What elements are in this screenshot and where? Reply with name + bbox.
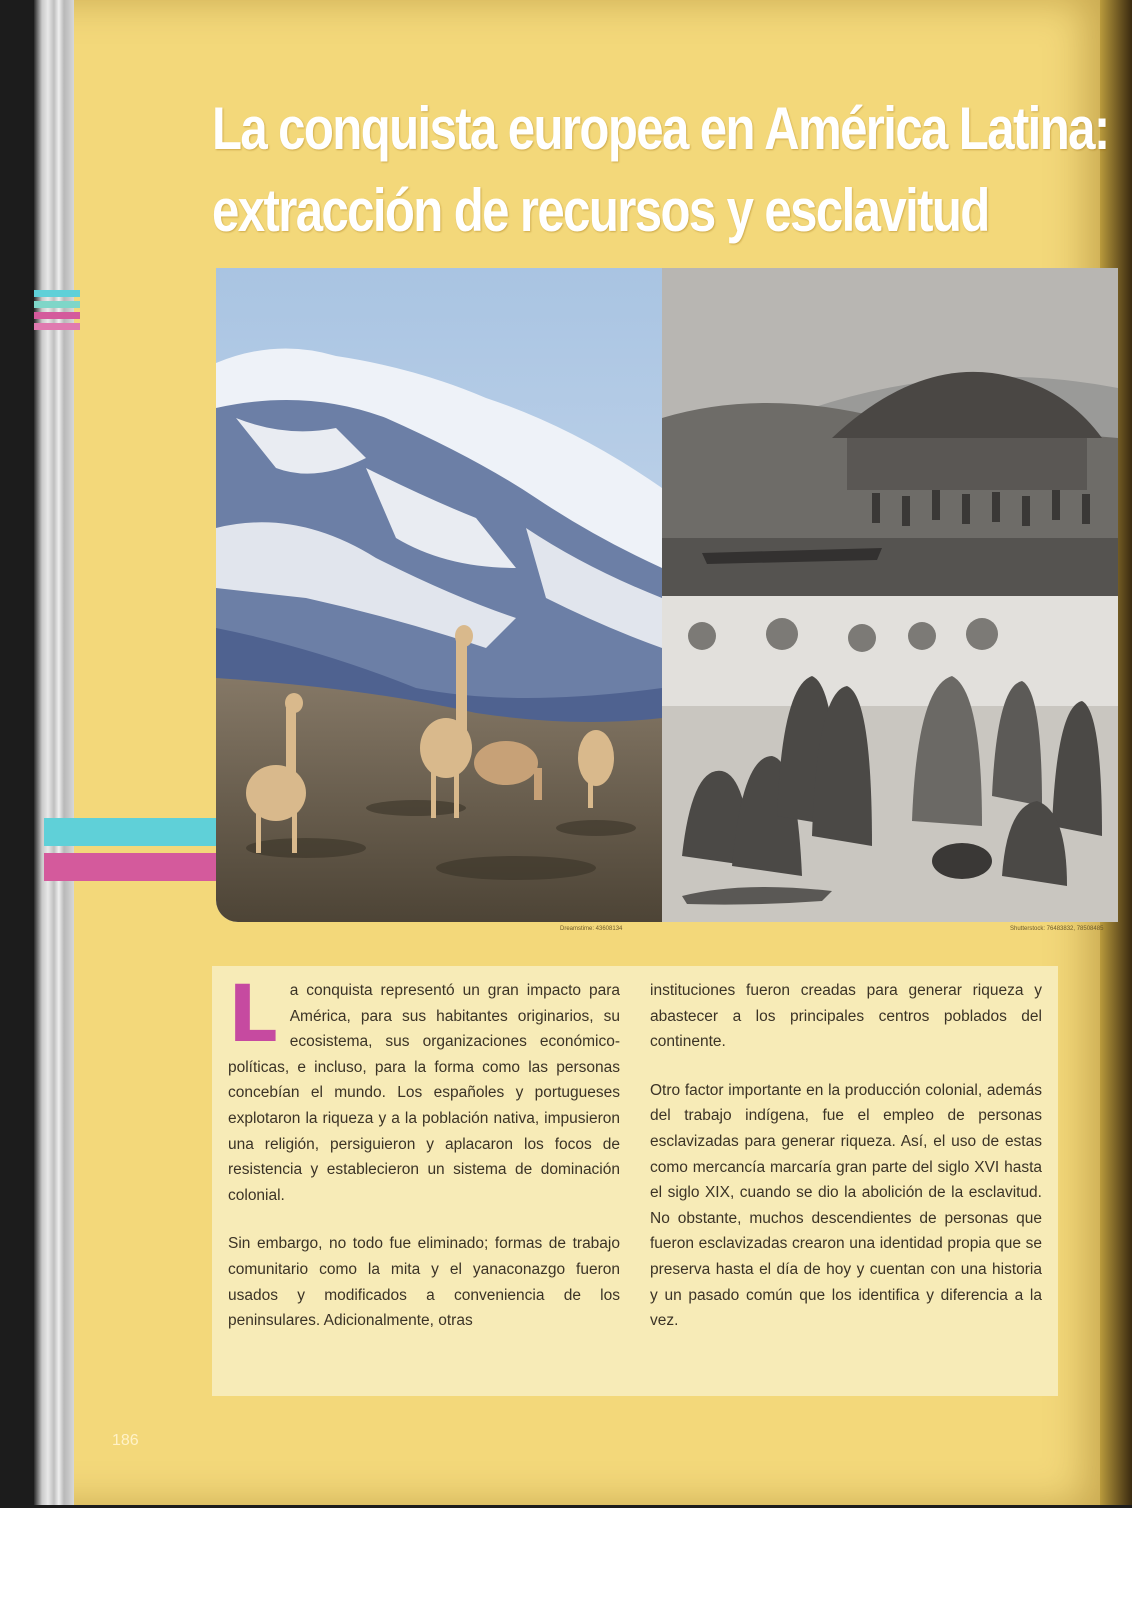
body-text-box <box>212 966 1058 1396</box>
decorative-cyan-stripe <box>44 818 216 846</box>
photo-credit-right: Shutterstock: 76483832, 78508485 <box>1010 926 1104 932</box>
photo-credit-left: Dreamstime: 43608134 <box>560 926 623 932</box>
paragraph-intro <box>228 970 620 1208</box>
village-engraving-svg <box>662 268 1118 596</box>
village-engraving <box>662 268 1118 596</box>
mountain-landscape-photo <box>216 268 662 922</box>
page-title <box>212 88 1109 252</box>
title-line-1: La conquista europea en América Latina: <box>212 95 1109 162</box>
paragraph-fourth: Otro factor importante en la producción colonial, además del trabajo indígena, fue el empleo de personas esclavizadas para generar riqueza. Así, el uso de estas como mercancía marcaría gran parte del siglo XVI hasta el siglo XIX, cuando se dio la abolición de la esclavitud. No obstante, muchos descendientes de personas que fueron esclavizadas crearon una identidad propia que se preserva hasta el día de hoy y cuentan con una historia y un pasado común que los identifica y diferencia a la vez. <box>650 1081 1042 1330</box>
paragraph-intro-text: a conquista representó un gran impacto para América, para sus habitantes originarios, su ecosistema, sus organizaciones económico-políticas, e incluso, para la forma como las personas concebían el mundo. Los españoles y portugueses explotaron la riqueza y a la población nativa, impusieron una religión, persiguieron y aplacaron los focos de resistencia y establecieron un sistema de dominación colonial. <box>228 982 620 1204</box>
indigenous-group-engraving <box>662 596 1118 922</box>
decorative-magenta-stripe <box>44 853 216 881</box>
page-number: 186 <box>112 1432 139 1449</box>
edge-color-stripes <box>34 290 80 360</box>
title-line-2: extracción de recursos y esclavitud <box>212 177 989 244</box>
mountain-photo-svg <box>216 268 662 922</box>
text-column-right <box>650 978 1042 1357</box>
paragraph-second: Sin embargo, no todo fue eliminado; formas de trabajo comunitario como la mita y el yanaconazgo fueron usados y modificados a conveniencia de los peninsulares. Adicionalmente, otras <box>228 1235 620 1330</box>
text-column-left <box>228 970 620 1357</box>
drop-cap: L <box>228 970 278 1060</box>
page-edge <box>34 0 74 1505</box>
paragraph-third: instituciones fueron creadas para generar riqueza y abastecer a los principales centros poblados del continente. <box>650 982 1042 1051</box>
group-engraving-svg <box>662 596 1118 922</box>
